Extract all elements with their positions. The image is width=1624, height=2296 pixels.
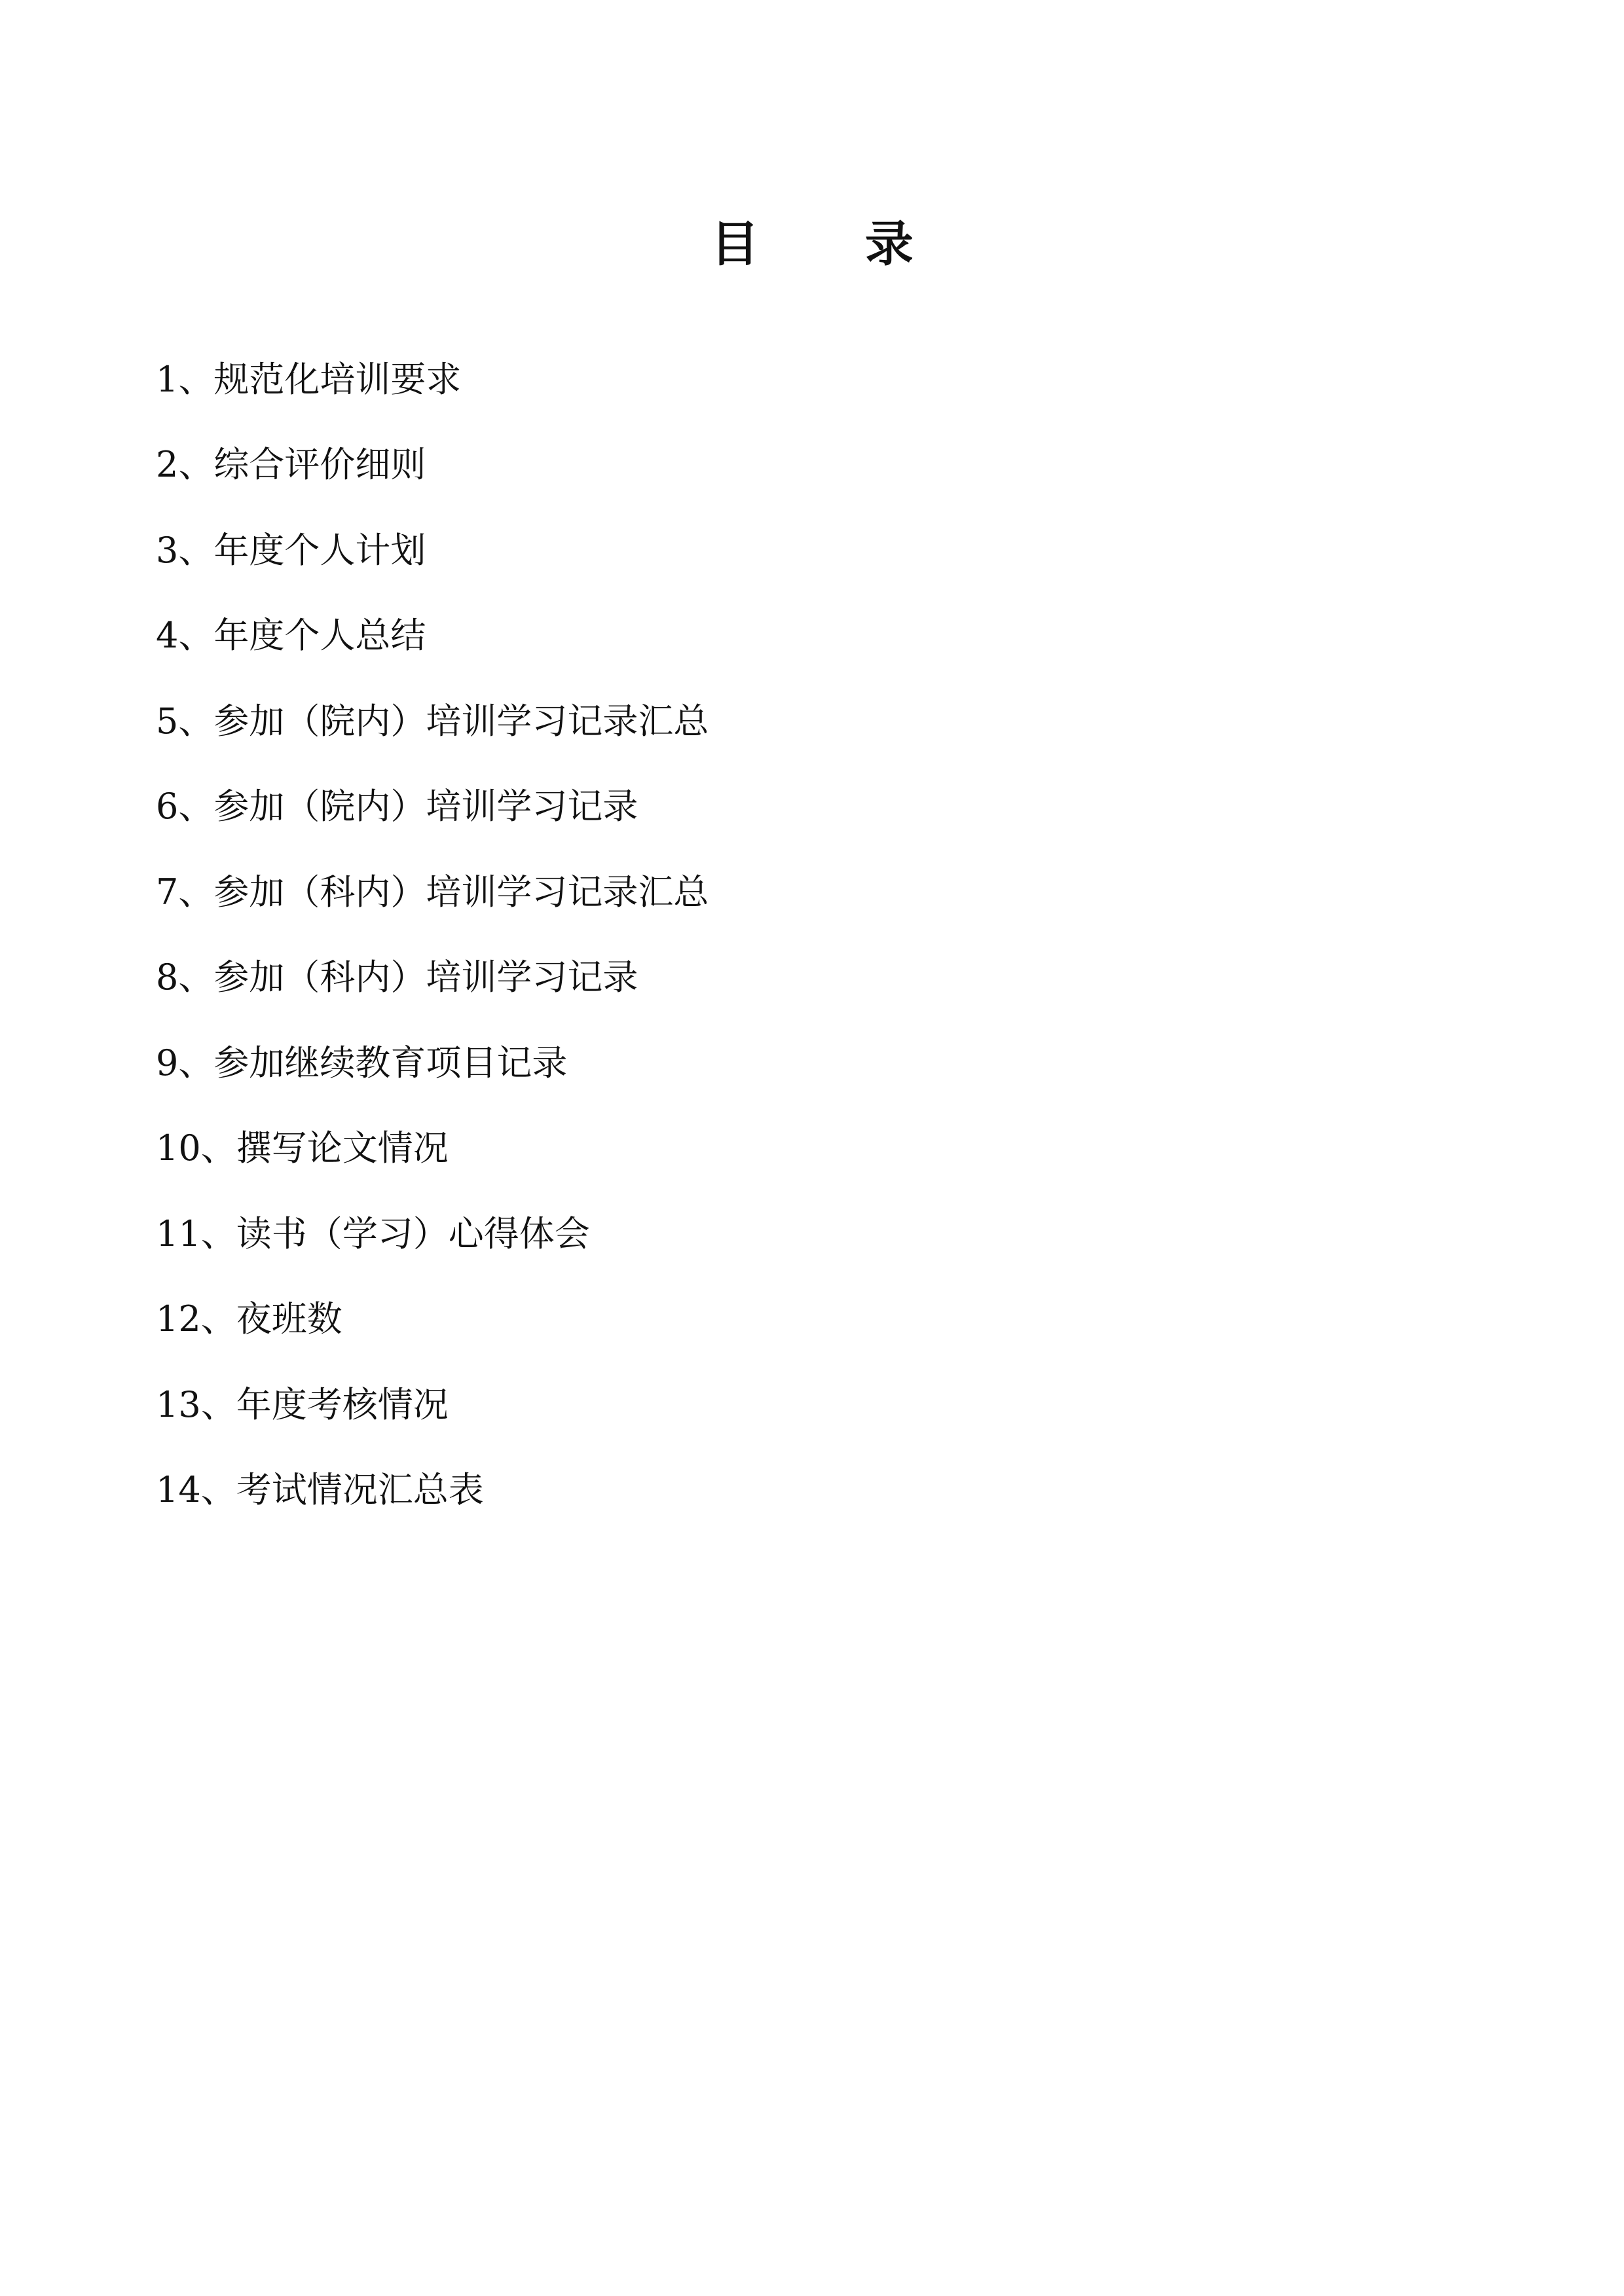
toc-item-13: [156, 1359, 709, 1445]
toc-item-label: 8、参加（科内）培训学习记录: [156, 957, 638, 998]
toc-item-label: 1、规范化培训要求: [156, 358, 462, 400]
toc-item-5: [156, 676, 709, 761]
toc-item-4: [156, 591, 709, 676]
toc-item-label: 3、年度个人计划: [156, 529, 426, 571]
toc-item-11: [156, 1188, 709, 1274]
table-of-contents: [156, 334, 709, 1530]
toc-item-label: 14、考试情况汇总表: [156, 1469, 484, 1511]
toc-item-label: 13、年度考核情况: [156, 1383, 449, 1425]
toc-item-label: 7、参加（科内）培训学习记录汇总: [156, 871, 709, 913]
toc-item-label: 11、读书（学习）心得体会: [156, 1212, 590, 1254]
toc-item-label: 9、参加继续教育项目记录: [156, 1042, 568, 1084]
toc-item-label: 6、参加（院内）培训学习记录: [156, 786, 638, 828]
toc-item-3: [156, 505, 709, 591]
toc-item-7: [156, 847, 709, 932]
toc-item-label: 12、夜班数: [156, 1298, 342, 1340]
toc-item-label: 5、参加（院内）培训学习记录汇总: [156, 700, 709, 742]
toc-item-label: 2、综合评价细则: [156, 444, 426, 486]
toc-item-14: [156, 1445, 709, 1531]
page-title: 目 录: [710, 216, 958, 272]
toc-item-2: [156, 420, 709, 505]
toc-item-label: 4、年度个人总结: [156, 615, 426, 657]
toc-item-10: [156, 1103, 709, 1189]
toc-item-6: [156, 761, 709, 847]
toc-item-12: [156, 1274, 709, 1360]
toc-item-1: [156, 334, 709, 420]
toc-item-8: [156, 932, 709, 1018]
toc-item-9: [156, 1017, 709, 1103]
toc-item-label: 10、撰写论文情况: [156, 1127, 449, 1169]
